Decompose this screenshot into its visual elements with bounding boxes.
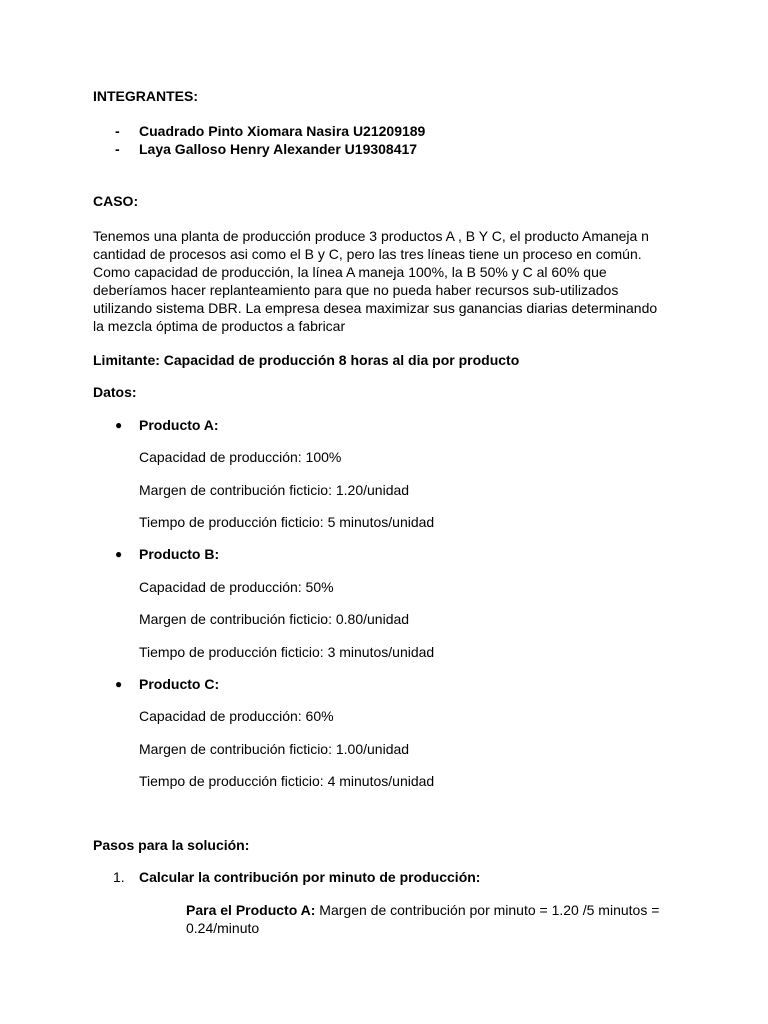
caso-line: utilizando sistema DBR. La empresa desea maximizar sus ganancias diarias determinando — [93, 300, 658, 316]
bullet-marker: ● — [115, 418, 123, 432]
step-1-item-continuation: 0.24/minuto — [186, 920, 260, 936]
product-c-margen: Margen de contribución ficticio: 1.00/unidad — [139, 741, 410, 757]
product-a-capacidad: Capacidad de producción: 100% — [139, 449, 342, 465]
product-a-item — [93, 416, 683, 434]
product-b-capacidad: Capacidad de producción: 50% — [139, 579, 334, 595]
product-name: Producto B: — [139, 546, 220, 562]
step-1 — [93, 868, 683, 886]
product-a-margen: Margen de contribución ficticio: 1.20/unidad — [139, 482, 410, 498]
pasos-heading: Pasos para la solución: — [93, 837, 250, 853]
dash-marker: - — [115, 141, 120, 157]
step-item-text: Margen de contribución por minuto = 1.20 /5 minutos = — [315, 902, 660, 918]
caso-line: la mezcla óptima de productos a fabricar — [93, 318, 346, 334]
product-name: Producto C: — [139, 676, 220, 692]
member-name: Cuadrado Pinto Xiomara Nasira U21209189 — [139, 123, 426, 139]
integrantes-heading: INTEGRANTES: — [93, 88, 198, 104]
caso-line: deberíamos hacer replanteamiento para que no pueda haber recursos sub-utilizados — [93, 282, 619, 298]
step-1-item — [186, 901, 659, 919]
limitante-text: Limitante: Capacidad de producción 8 horas al dia por producto — [93, 352, 520, 368]
product-c-capacidad: Capacidad de producción: 60% — [139, 708, 334, 724]
product-a-tiempo: Tiempo de producción ficticio: 5 minutos/unidad — [139, 514, 435, 530]
list-item — [93, 140, 683, 158]
product-name: Producto A: — [139, 417, 219, 433]
members-list — [93, 122, 683, 158]
caso-line: Tenemos una planta de producción produce 3 productos A , B Y C, el producto Amaneja n — [93, 228, 649, 244]
product-b-tiempo: Tiempo de producción ficticio: 3 minutos/unidad — [139, 644, 435, 660]
step-number: 1. — [113, 869, 125, 885]
dash-marker: - — [115, 123, 120, 139]
caso-line: Como capacidad de producción, la línea A maneja 100%, la B 50% y C al 60% que — [93, 264, 607, 280]
product-b-margen: Margen de contribución ficticio: 0.80/unidad — [139, 611, 410, 627]
product-b-item — [93, 545, 683, 563]
datos-heading: Datos: — [93, 384, 137, 400]
caso-line: cantidad de procesos asi como el B y C, pero las tres líneas tiene un proceso en común. — [93, 246, 642, 262]
caso-heading: CASO: — [93, 193, 139, 209]
step-item-label: Para el Producto A: — [186, 902, 316, 918]
bullet-marker: ● — [115, 547, 123, 561]
caso-paragraph — [93, 227, 683, 335]
product-c-tiempo: Tiempo de producción ficticio: 4 minutos/unidad — [139, 773, 435, 789]
step-title: Calcular la contribución por minuto de producción: — [139, 869, 481, 885]
member-name: Laya Galloso Henry Alexander U19308417 — [139, 141, 418, 157]
list-item — [93, 122, 683, 140]
product-c-item — [93, 675, 683, 693]
bullet-marker: ● — [115, 677, 123, 691]
